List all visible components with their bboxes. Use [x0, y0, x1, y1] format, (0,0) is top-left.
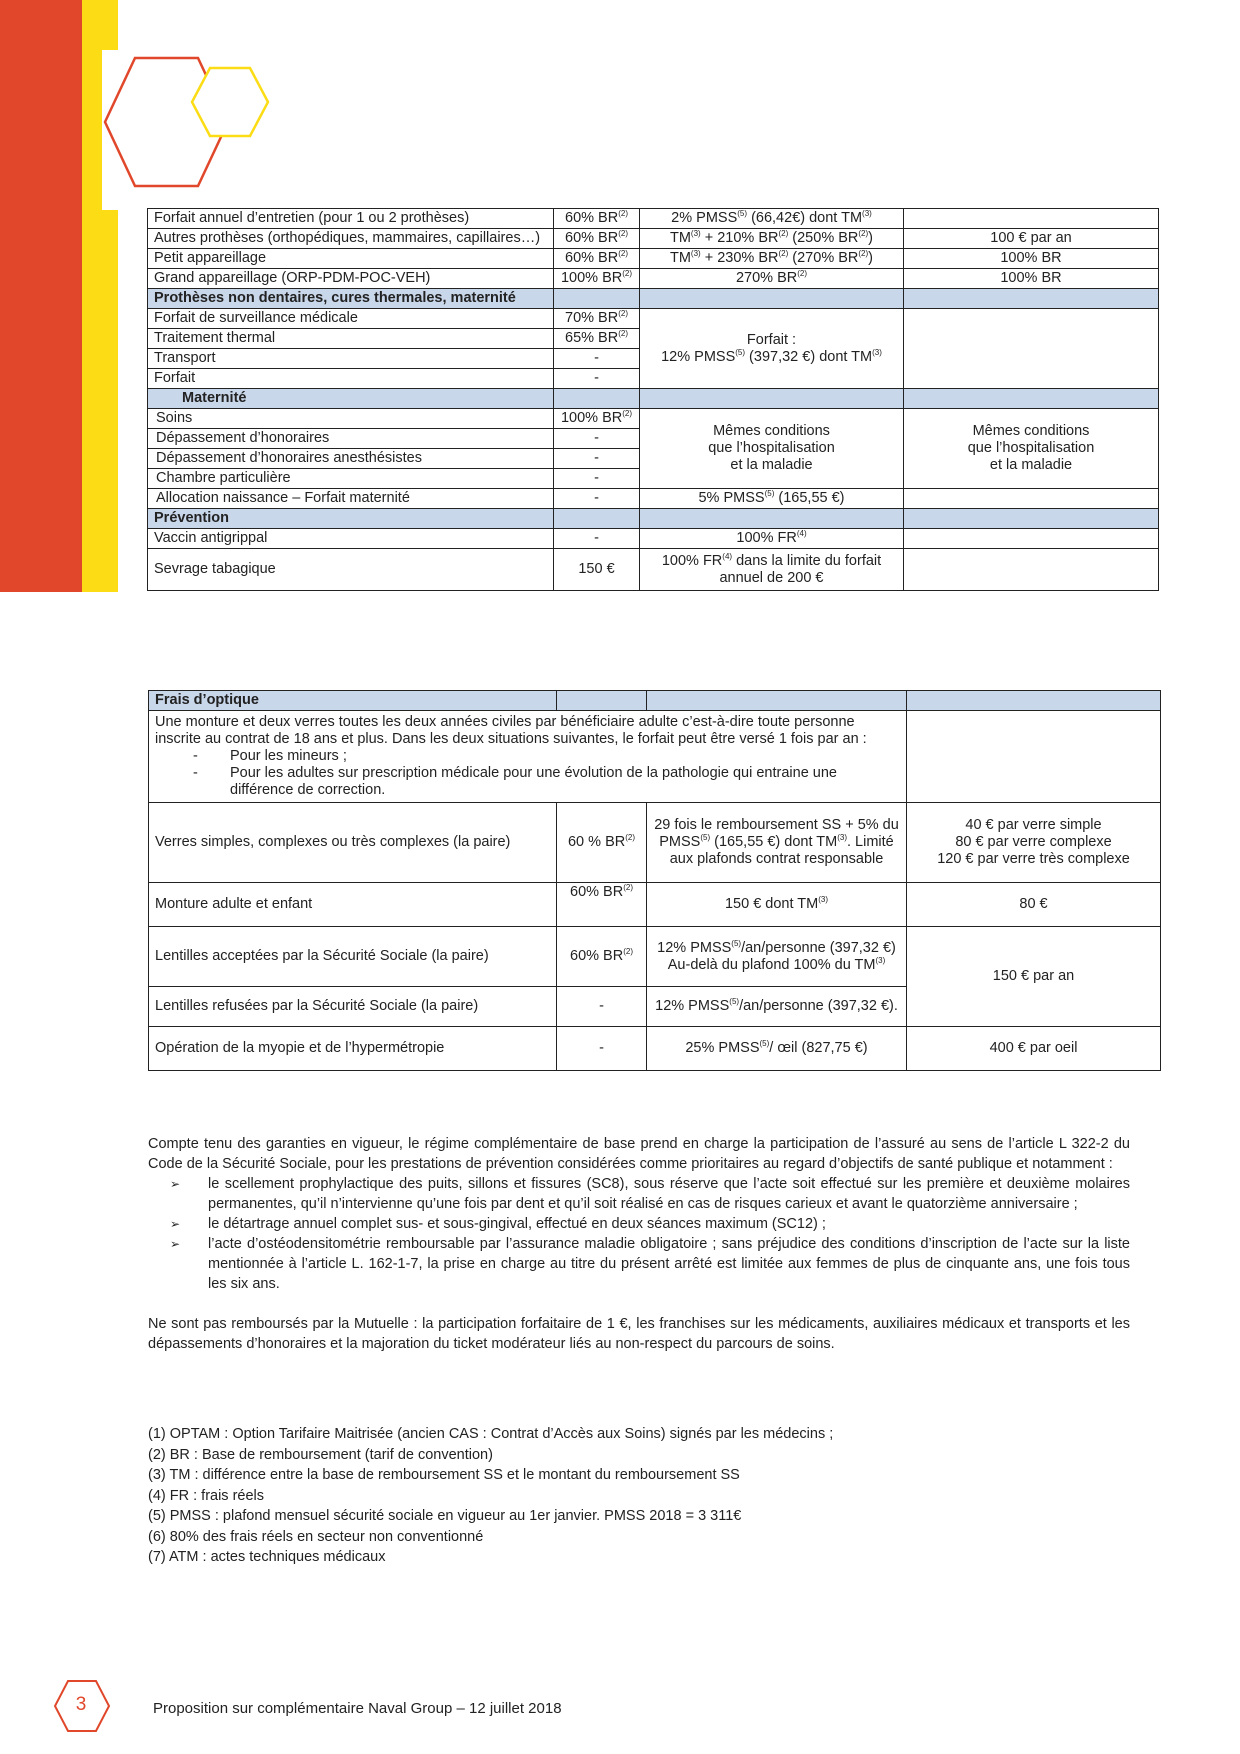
base-cell: 60% BR$^{(2)}$	[557, 883, 647, 927]
footnotes	[148, 1424, 833, 1568]
row-label: Dépassement d’honoraires anesthésistes	[148, 449, 554, 469]
option1-cell: 25% PMSS$^{(5)}$/ œil (827,75 €)	[647, 1027, 907, 1071]
row-label: Soins	[148, 409, 554, 429]
row-label: Sevrage tabagique	[148, 549, 554, 591]
prevention-text	[148, 1134, 1130, 1354]
paragraph: Compte tenu des garanties en vigueur, le régime complémentaire de base prend en charge la participation de l’assuré au sens de l’article L 322-2 du Code de la Sécurité Sociale, pour les prestations de prévention considérées comme prioritaires au regard d’objectifs de santé publique et notamment :	[148, 1136, 1130, 1172]
arrow-bullet-icon: ➢	[170, 1237, 181, 1251]
option1-cell: 2% PMSS$^{(5)}$ (66,42€) dont TM$^{(3)}$	[640, 209, 904, 229]
table-row	[149, 1027, 1161, 1071]
base-cell: -	[554, 429, 640, 449]
footnote: (5) PMSS : plafond mensuel sécurité sociale en vigueur au 1er janvier. PMSS 2018 = 3 311€	[148, 1508, 742, 1524]
option1-cell: 270% BR$^{(2)}$	[640, 269, 904, 289]
option2-cell: 100 € par an	[904, 229, 1159, 249]
footnote: (7) ATM : actes techniques médicaux	[148, 1549, 386, 1565]
list-item: ➢ le scellement prophylactique des puits, sillons et fissures (SC8), sous réserve que l’acte soit effectué sur les première et deuxième molaires permanentes, qu’il n’intervienne qu’une fois par dent et qu’il soit réalisé en cas de risques carieux et avant le quatorzième anniversaire ;	[170, 1176, 1130, 1212]
cure-forfait-cell: Forfait : 12% PMSS$^{(5)}$ (397,32 €) dont TM$^{(3)}$	[640, 309, 904, 389]
prevention-list	[148, 1174, 1130, 1294]
empty-cell	[904, 549, 1159, 591]
section-title: Maternité	[148, 389, 554, 409]
footer-text: Proposition sur complémentaire Naval Group – 12 juillet 2018	[153, 1700, 562, 1717]
base-cell: 60% BR$^{(2)}$	[554, 229, 640, 249]
section-title: Frais d’optique	[149, 691, 557, 711]
option1-cell: 100% FR$^{(4)}$	[640, 529, 904, 549]
optic-table	[148, 690, 1161, 1071]
section-header-row	[148, 389, 1159, 409]
option1-cell: 29 fois le remboursement SS + 5% du PMSS$^{(5)}$ (165,55 €) dont TM$^{(3)}$. Limité aux plafonds contrat responsable	[647, 803, 907, 883]
option1-cell: 12% PMSS$^{(5)}$/an/personne (397,32 €) Au-delà du plafond 100% du TM$^{(3)}$	[647, 927, 907, 987]
arrow-bullet-icon: ➢	[170, 1217, 181, 1231]
list-item: - Pour les mineurs ;	[193, 748, 347, 764]
base-cell: -	[554, 469, 640, 489]
optic-description: Une monture et deux verres toutes les deux années civiles par bénéficiaire adulte c’est-à-dire toute personne inscrite au contrat de 18 ans et plus. Dans les deux situations suivantes, le forfait peut être versé 1 fois par an : - Pour les mineurs ; - Pour les adultes sur prescription médicale pour une évolution de la pathologie qui entraine une différence de correction.	[149, 711, 907, 803]
row-label: Allocation naissance – Forfait maternité	[148, 489, 554, 509]
maternite-same-cell-2: Mêmes conditions que l’hospitalisation et la maladie	[904, 409, 1159, 489]
base-cell: -	[554, 489, 640, 509]
list-item: ➢ le détartrage annuel complet sus- et sous-gingival, effectué en deux séances maximum (SC12) ;	[170, 1216, 826, 1232]
base-cell: 60% BR$^{(2)}$	[557, 927, 647, 987]
row-label: Traitement thermal	[148, 329, 554, 349]
base-cell: -	[557, 987, 647, 1027]
footnote: (6) 80% des frais réels en secteur non conventionné	[148, 1528, 484, 1545]
row-label: Vaccin antigrippal	[148, 529, 554, 549]
row-label: Chambre particulière	[148, 469, 554, 489]
base-cell: 60 % BR$^{(2)}$	[557, 803, 647, 883]
empty-cell	[904, 309, 1159, 389]
table-row	[148, 229, 1159, 249]
base-cell: 100% BR$^{(2)}$	[554, 269, 640, 289]
section-header-row	[148, 509, 1159, 529]
table-row	[148, 549, 1159, 591]
page-number: 3	[75, 1694, 87, 1715]
row-label: Monture adulte et enfant	[149, 883, 557, 927]
base-cell: -	[557, 1027, 647, 1071]
table-row	[148, 249, 1159, 269]
table-row	[148, 309, 1159, 329]
footnote: (1) OPTAM : Option Tarifaire Maitrisée (ancien CAS : Contrat d’Accès aux Soins) signés par les médecins ;	[148, 1426, 834, 1442]
row-label: Grand appareillage (ORP-PDM-POC-VEH)	[148, 269, 554, 289]
footnote: (2) BR : Base de remboursement (tarif de convention)	[148, 1446, 493, 1463]
base-cell: 65% BR$^{(2)}$	[554, 329, 640, 349]
hexagon-decoration	[90, 40, 280, 200]
empty-cell	[904, 489, 1159, 509]
base-cell: 70% BR$^{(2)}$	[554, 309, 640, 329]
table-row	[149, 883, 1161, 927]
base-cell: -	[554, 349, 640, 369]
option1-cell: 150 € dont TM$^{(3)}$	[647, 883, 907, 927]
table-row	[149, 803, 1161, 883]
base-cell: -	[554, 449, 640, 469]
option1-cell: 100% FR$^{(4)}$ dans la limite du forfait annuel de 200 €	[640, 549, 904, 591]
row-label: Petit appareillage	[148, 249, 554, 269]
base-cell: 60% BR$^{(2)}$	[554, 209, 640, 229]
option1-cell: $TM^{(3)} + 210\%$ BR$^{(2)}$ (250% BR$^{(2)}$)	[640, 229, 904, 249]
option2-cell: 100% BR	[904, 249, 1159, 269]
row-label: Lentilles refusées par la Sécurité Sociale (la paire)	[149, 987, 557, 1027]
list-item: ➢ l’acte d’ostéodensitométrie remboursable par l’assurance maladie obligatoire ; sans préjudice des conditions d’inscription de l’acte sur la liste mentionnée à l’article L. 162-1-7, la prise en charge au titre du présent arrêté est limitée aux femmes de plus de cinquante ans, une fois tous les six ans.	[170, 1236, 1130, 1292]
row-label: Verres simples, complexes ou très complexes (la paire)	[149, 803, 557, 883]
arrow-bullet-icon: ➢	[170, 1177, 181, 1191]
table-row	[148, 209, 1159, 229]
left-red-band	[0, 0, 82, 592]
base-cell: 150 €	[554, 549, 640, 591]
option1-cell: $TM^{(3)} + 230\%$ BR$^{(2)}$ (270% BR$^{(2)}$)	[640, 249, 904, 269]
maternite-same-cell: Mêmes conditions que l’hospitalisation et la maladie	[640, 409, 904, 489]
row-label: Opération de la myopie et de l’hypermétropie	[149, 1027, 557, 1071]
list-item: - Pour les adultes sur prescription médicale pour une évolution de la pathologie qui entraine une différence de correction.	[193, 765, 837, 798]
base-cell: -	[554, 529, 640, 549]
option2-cell: 100% BR	[904, 269, 1159, 289]
base-cell: -	[554, 369, 640, 389]
footnote: (4) FR : frais réels	[148, 1487, 265, 1504]
section-header-row	[148, 289, 1159, 309]
row-label: Forfait de surveillance médicale	[148, 309, 554, 329]
section-title: Prévention	[148, 509, 554, 529]
section-header-row	[149, 691, 1161, 711]
table-row	[149, 711, 1161, 803]
table-row	[148, 489, 1159, 509]
table-row	[148, 269, 1159, 289]
base-cell: 60% BR$^{(2)}$	[554, 249, 640, 269]
option1-cell: 5% PMSS$^{(5)}$ (165,55 €)	[640, 489, 904, 509]
footnote: (3) TM : différence entre la base de remboursement SS et le montant du remboursement SS	[148, 1467, 740, 1483]
row-label: Dépassement d’honoraires	[148, 429, 554, 449]
guarantees-table	[147, 208, 1159, 591]
option2-cell: 40 € par verre simple 80 € par verre complexe 120 € par verre très complexe	[907, 803, 1161, 883]
row-label: Autres prothèses (orthopédiques, mammaires, capillaires…)	[148, 229, 554, 249]
base-cell: 100% BR$^{(2)}$	[554, 409, 640, 429]
row-label: Forfait annuel d’entretien (pour 1 ou 2 prothèses)	[148, 209, 554, 229]
row-label: Transport	[148, 349, 554, 369]
empty-cell	[907, 711, 1161, 803]
option2-cell: 400 € par oeil	[907, 1027, 1161, 1071]
table-row	[148, 409, 1159, 429]
option2-cell: 80 €	[907, 883, 1161, 927]
section-title: Prothèses non dentaires, cures thermales, maternité	[148, 289, 554, 309]
table-row	[149, 927, 1161, 987]
option1-cell: 12% PMSS$^{(5)}$/an/personne (397,32 €).	[647, 987, 907, 1027]
table-row	[148, 529, 1159, 549]
row-label: Lentilles acceptées par la Sécurité Sociale (la paire)	[149, 927, 557, 987]
paragraph: Ne sont pas remboursés par la Mutuelle : la participation forfaitaire de 1 €, les franchises sur les médicaments, auxiliaires médicaux et transports et les dépassements d’honoraires et la majoration du ticket modérateur liés au non-respect du parcours de soins.	[148, 1316, 1130, 1352]
empty-cell	[904, 529, 1159, 549]
option2-cell: 150 € par an	[907, 927, 1161, 1027]
option2-cell	[904, 209, 1159, 229]
row-label: Forfait	[148, 369, 554, 389]
